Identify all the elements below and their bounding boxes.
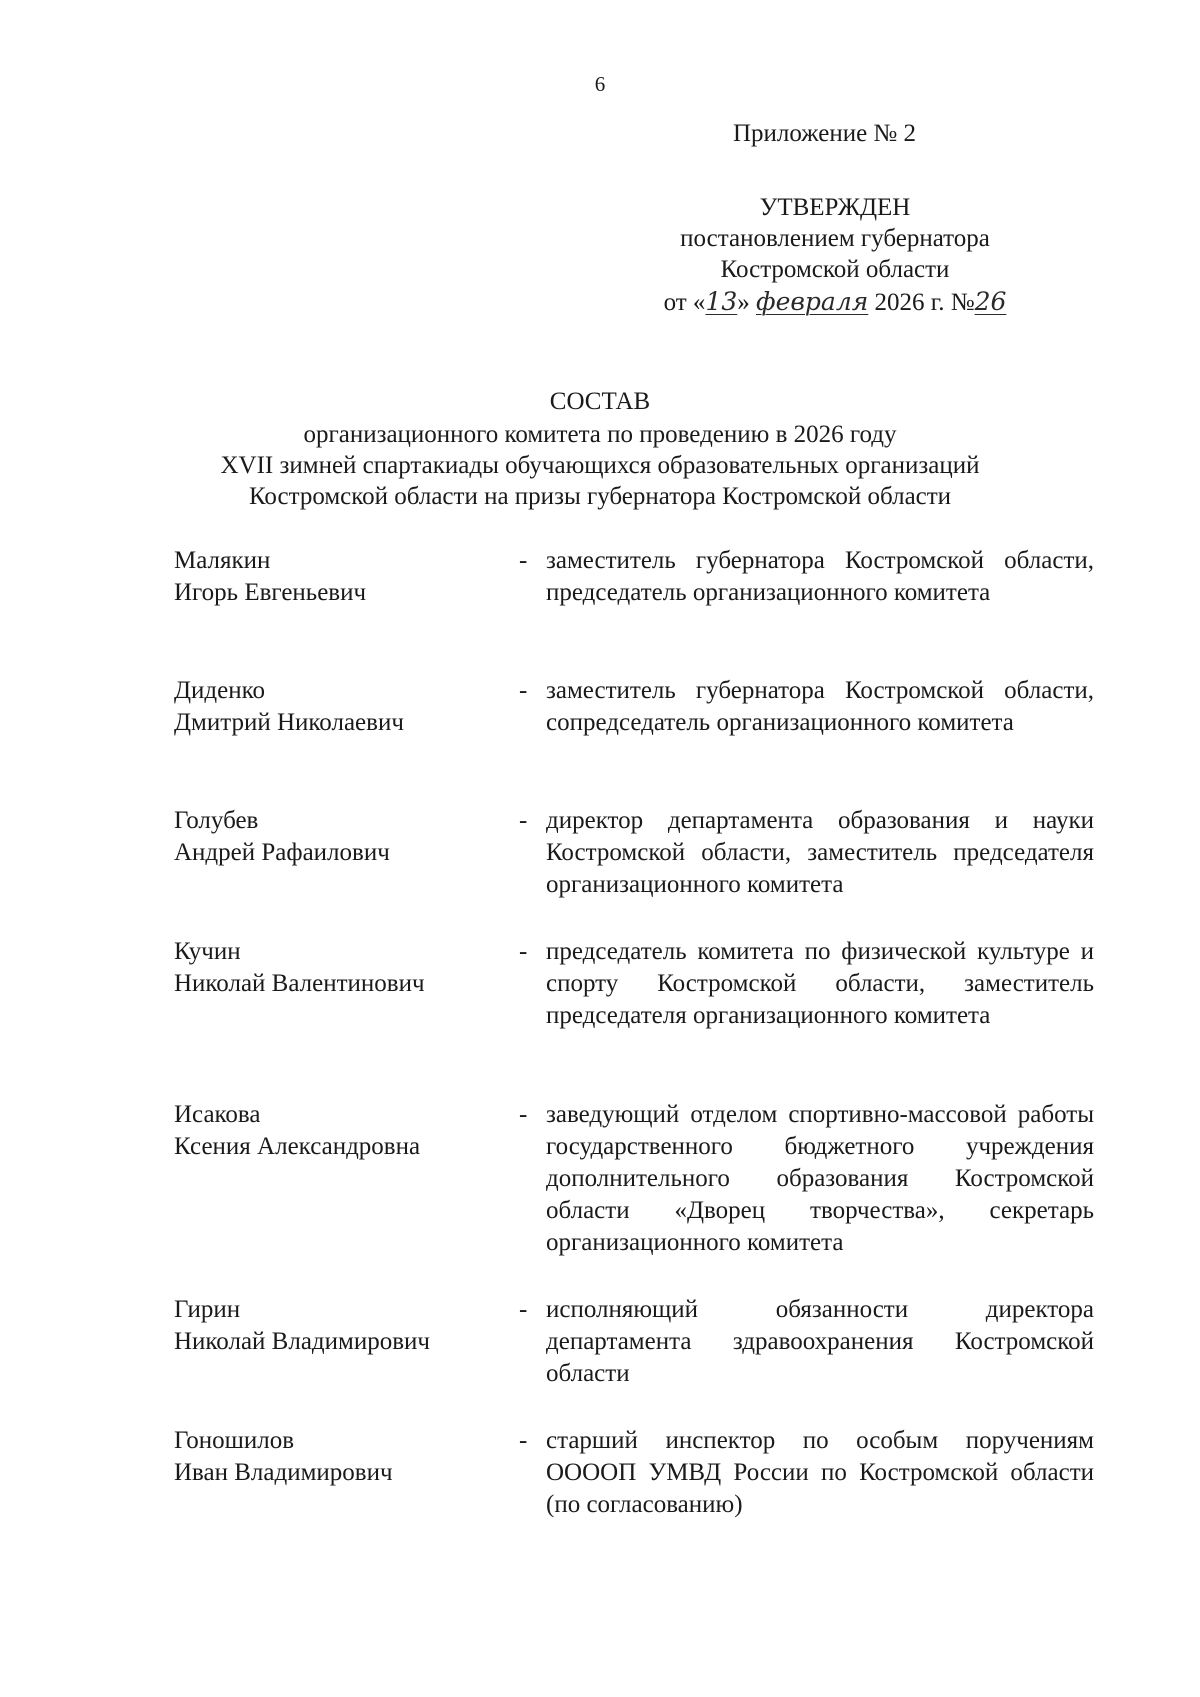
handwritten-month: февраля xyxy=(756,287,869,316)
member-role: заместитель губернатора Костромской области, сопредседатель организационного комитета xyxy=(546,677,1094,736)
member-dash: - xyxy=(519,547,528,574)
member-entry xyxy=(0,936,1200,1099)
member-dash: - xyxy=(519,1427,528,1454)
title-line-3: Костромской области на призы губернатора Костромской области xyxy=(248,483,952,510)
member-given-name: Ксения Александровна xyxy=(174,1133,421,1160)
member-role: исполняющий обязанности директора департамента здравоохранения Костромской области xyxy=(546,1296,1094,1387)
page-number: 6 xyxy=(594,72,606,96)
member-surname: Исакова xyxy=(174,1101,261,1128)
approval-block xyxy=(590,192,1080,318)
member-name xyxy=(174,1294,504,1358)
member-entry xyxy=(0,1294,1200,1425)
member-given-name: Андрей Рафаилович xyxy=(174,839,390,866)
member-role: старший инспектор по особым поручениям ООООП УМВД России по Костромской области (по согласованию) xyxy=(546,1427,1094,1518)
member-entry xyxy=(0,545,1200,675)
member-dash: - xyxy=(519,1101,528,1128)
member-role: директор департамента образования и науки Костромской области, заместитель председателя организационного комитета xyxy=(546,807,1094,898)
approval-line-2: Костромской области xyxy=(720,256,950,283)
member-dash: - xyxy=(519,1296,528,1323)
member-name xyxy=(174,1099,504,1163)
member-given-name: Игорь Евгеньевич xyxy=(174,579,367,606)
member-given-name: Иван Владимирович xyxy=(174,1459,393,1486)
member-dash: - xyxy=(519,677,528,704)
member-entry xyxy=(0,675,1200,805)
members-list xyxy=(0,545,1200,1535)
date-prefix: от « xyxy=(663,289,706,316)
date-year: 2026 г. № xyxy=(874,289,975,316)
approval-line-1: постановлением губернатора xyxy=(680,225,990,252)
member-entry xyxy=(0,1099,1200,1294)
member-surname: Гоношилов xyxy=(174,1427,295,1454)
member-name xyxy=(174,1425,504,1489)
member-entry xyxy=(0,1425,1200,1535)
member-surname: Кучин xyxy=(174,938,241,965)
date-day-close: » xyxy=(737,289,750,316)
member-entry xyxy=(0,805,1200,936)
member-role: председатель комитета по физической культуре и спорту Костромской области, заместитель председателя организационного комитета xyxy=(546,938,1094,1029)
member-given-name: Николай Владимирович xyxy=(174,1328,430,1355)
handwritten-number: 26 xyxy=(974,287,1007,316)
member-role: заведующий отделом спортивно-массовой работы государственного бюджетного учреждения дополнительного образования Костромской области «Дворец творчества», секретарь организационного комитета xyxy=(546,1101,1094,1256)
member-dash: - xyxy=(519,807,528,834)
member-name xyxy=(174,805,504,869)
member-name xyxy=(174,545,504,609)
approved-heading: УТВЕРЖДЕН xyxy=(759,194,911,221)
member-dash: - xyxy=(519,938,528,965)
member-surname: Малякин xyxy=(174,547,271,574)
member-given-name: Николай Валентинович xyxy=(174,970,425,997)
title-line-2: XVII зимней спартакиады обучающихся образовательных организаций xyxy=(220,452,980,479)
document-title xyxy=(0,386,1200,512)
member-name xyxy=(174,936,504,1000)
member-role: заместитель губернатора Костромской области, председатель организационного комитета xyxy=(546,547,1094,606)
handwritten-day: 13 xyxy=(705,287,738,316)
approval-date-line xyxy=(590,286,1080,318)
member-name xyxy=(174,675,504,739)
title-main: СОСТАВ xyxy=(549,388,651,415)
appendix-label: Приложение № 2 xyxy=(733,120,917,147)
member-surname: Голубев xyxy=(174,807,259,834)
member-surname: Диденко xyxy=(174,677,266,704)
member-given-name: Дмитрий Николаевич xyxy=(174,709,404,736)
title-line-1: организационного комитета по проведению в 2026 году xyxy=(303,421,897,448)
member-surname: Гирин xyxy=(174,1296,241,1323)
